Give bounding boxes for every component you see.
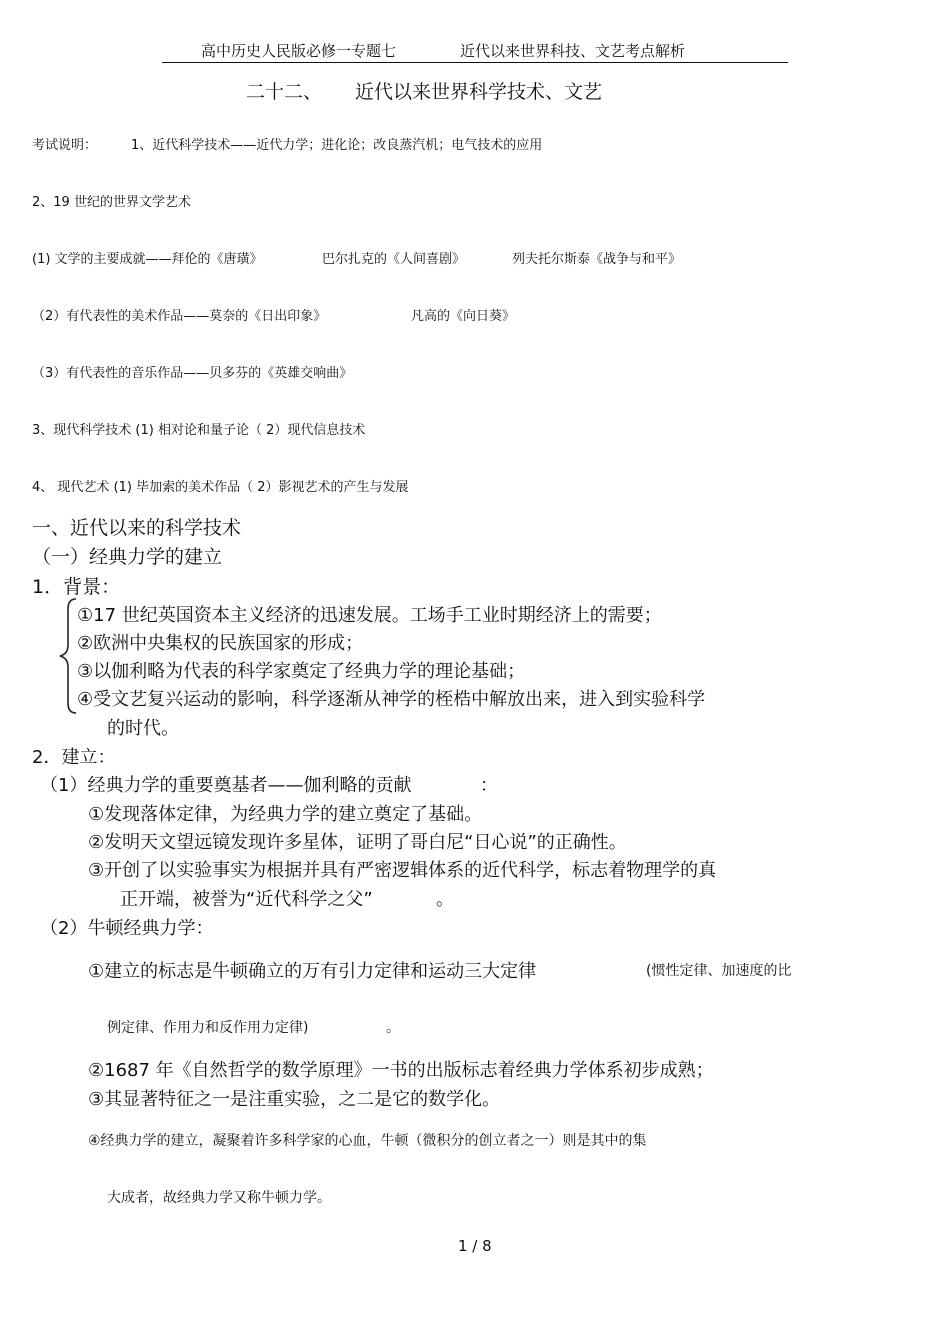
newton-heading: （2）牛顿经典力学： — [40, 918, 214, 939]
exam-item-2-1c: 列夫托尔斯泰《战争与和平》 — [512, 252, 682, 267]
newton-item-4-cont: 大成者，故经典力学又称牛顿力学。 — [107, 1190, 331, 1206]
galileo-item-2: ②发明天文望远镜发现许多星体，证明了哥白尼“日心说”的正确性。 — [88, 832, 627, 853]
newton-item-2: ②1687 年《自然哲学的数学原理》一书的出版标志着经典力学体系初步成熟； — [88, 1060, 714, 1081]
galileo-item-3-end: 。 — [436, 889, 454, 910]
background-item-1: ①17 世纪英国资本主义经济的迅速发展。工场手工业时期经济上的需要； — [77, 605, 662, 626]
exam-item-2-1b: 巴尔扎克的《人间喜剧》 — [322, 252, 466, 267]
exam-item-1: 1、近代科学技术——近代力学；进化论；改良蒸汽机；电气技术的应用 — [131, 138, 543, 153]
page-number: 1 / 8 — [458, 1237, 492, 1255]
galileo-heading: （1）经典力学的重要奠基者——伽利略的贡献 — [40, 775, 412, 796]
newton-item-4: ④经典力学的建立，凝聚着许多科学家的心血，牛顿（微积分的创立者之一）则是其中的集 — [88, 1133, 647, 1149]
newton-item-1-note: (惯性定律、加速度的比 — [646, 963, 792, 979]
background-item-4-cont: 的时代。 — [107, 718, 179, 739]
section-heading: 一、近代以来的科学技术 — [32, 517, 242, 539]
newton-item-1-note-cont: 例定律、作用力和反作用力定律) — [107, 1020, 309, 1036]
exam-item-2-2a: （2）有代表性的美术作品——莫奈的《日出印象》 — [32, 309, 327, 324]
header-right: 近代以来世界科技、文艺考点解析 — [460, 42, 686, 60]
exam-item-3: 3、现代科学技术 (1) 相对论和量子论（ 2）现代信息技术 — [32, 423, 366, 438]
exam-item-2: 2、19 世纪的世界文学艺术 — [32, 195, 191, 210]
establishment-heading: 2．建立： — [32, 747, 116, 768]
newton-item-1-end: 。 — [386, 1020, 400, 1036]
exam-item-4: 4、 现代艺术 (1) 毕加索的美术作品（ 2）影视艺术的产生与发展 — [32, 480, 409, 495]
galileo-item-1: ①发现落体定律，为经典力学的建立奠定了基础。 — [88, 804, 483, 825]
exam-item-2-3: （3）有代表性的音乐作品——贝多芬的《英雄交响曲》 — [32, 366, 353, 381]
exam-item-2-1a: (1) 文学的主要成就——拜伦的《唐璜》 — [32, 252, 263, 267]
subsection-heading: （一）经典力学的建立 — [32, 546, 223, 568]
exam-label: 考试说明： — [32, 138, 98, 153]
page-title: 近代以来世界科学技术、文艺 — [355, 81, 603, 103]
header-left: 高中历史人民版必修一专题七 — [201, 42, 397, 60]
background-heading: 1．背景： — [32, 576, 121, 598]
galileo-item-3: ③开创了以实验事实为根据并具有严密逻辑体系的近代科学，标志着物理学的真 — [88, 860, 717, 881]
galileo-heading-colon: ： — [480, 775, 498, 796]
header-rule — [162, 62, 788, 63]
background-item-4: ④受文艺复兴运动的影响，科学逐渐从神学的桎梏中解放出来，进入到实验科学 — [77, 689, 706, 710]
galileo-item-3-cont: 正开端，被誉为“近代科学之父” — [120, 889, 373, 910]
background-item-3: ③以伽利略为代表的科学家奠定了经典力学的理论基础； — [77, 661, 526, 682]
newton-item-3: ③其显著特征之一是注重实验，之二是它的数学化。 — [88, 1089, 501, 1110]
exam-item-2-2b: 凡高的《向日葵》 — [411, 309, 516, 324]
title-number: 二十二、 — [246, 81, 323, 103]
background-item-2: ②欧洲中央集权的民族国家的形成； — [77, 633, 364, 654]
newton-item-1: ①建立的标志是牛顿确立的万有引力定律和运动三大定律 — [88, 961, 537, 982]
